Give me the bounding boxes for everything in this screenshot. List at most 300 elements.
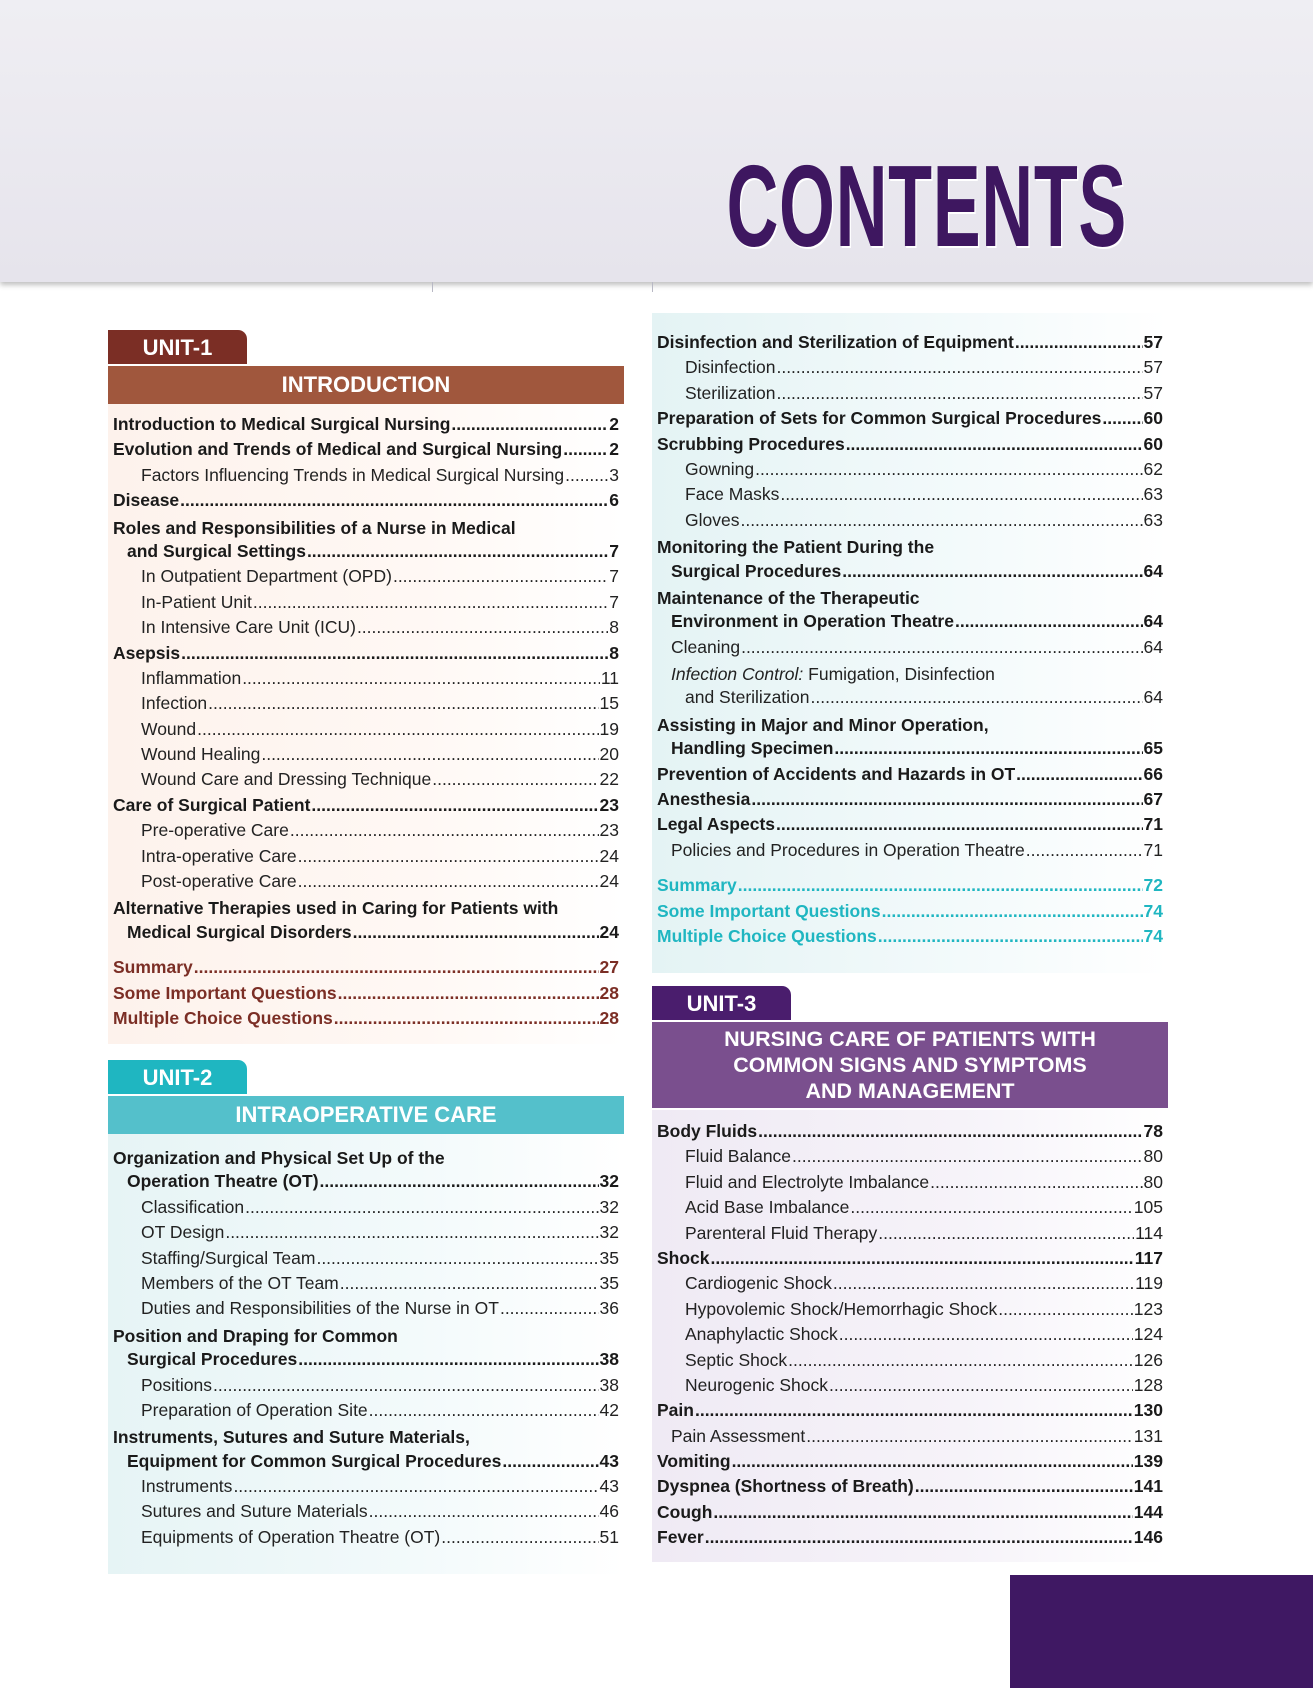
toc-entry: [657, 1248, 1163, 1273]
toc-entry-title: Handling Specimen: [671, 738, 834, 759]
toc-entry-title: Post-operative Care: [141, 871, 297, 892]
dot-leader: [225, 1222, 598, 1243]
toc-entry: [657, 383, 1163, 408]
toc-entry: [657, 357, 1163, 382]
toc-entry: [113, 1375, 619, 1400]
dot-leader: [233, 1476, 598, 1497]
toc-entry-title: Prevention of Accidents and Hazards in OT: [657, 763, 1016, 784]
toc-entry-title: Organization and Physical Set Up of the: [113, 1148, 445, 1168]
toc-entry-page: 64: [1143, 687, 1163, 708]
toc-entry-title: Operation Theatre (OT): [127, 1171, 319, 1192]
toc-entry-page: 71: [1143, 814, 1163, 835]
toc-entry: [657, 535, 1163, 560]
toc-entry-page: 65: [1143, 738, 1163, 759]
toc-entry-page: 66: [1143, 763, 1163, 784]
unit3-title-line: AND MANAGEMENT: [805, 1079, 1015, 1103]
toc-entry-page: 78: [1143, 1121, 1163, 1141]
toc-entry: [657, 408, 1163, 433]
toc-entry-title: Septic Shock: [685, 1349, 788, 1370]
toc-entry-page: 36: [599, 1298, 619, 1319]
unit2-tab: UNIT-2: [108, 1060, 247, 1094]
toc-entry: [657, 1476, 1163, 1501]
toc-entry-title: In-Patient Unit: [141, 591, 252, 612]
toc-entry-page: 119: [1135, 1273, 1163, 1294]
toc-entry-page: 117: [1134, 1247, 1163, 1268]
toc-entry: [113, 1298, 619, 1323]
dot-leader: [839, 1324, 1133, 1345]
dot-leader: [565, 465, 608, 486]
unit3-title-line: NURSING CARE OF PATIENTS WITH: [724, 1027, 1096, 1051]
toc-entry: [113, 414, 619, 439]
toc-entry-page: 23: [599, 820, 619, 841]
toc-entry-title: In Intensive Care Unit (ICU): [141, 617, 356, 638]
toc-entry-title: Preparation of Operation Site: [141, 1399, 368, 1420]
unit3-toc: [657, 1121, 1163, 1553]
dot-leader: [563, 439, 608, 460]
toc-entry-title: Instruments: [141, 1476, 233, 1497]
contents-header: [0, 0, 1313, 282]
dot-leader: [695, 1400, 1133, 1421]
dot-leader: [213, 1375, 599, 1396]
toc-entry-page: 2: [609, 414, 619, 434]
toc-entry-title: Roles and Responsibilities of a Nurse in Medical: [113, 517, 516, 538]
toc-entry: [113, 1476, 619, 1501]
toc-entry: [657, 738, 1163, 763]
toc-entry-page: 64: [1143, 636, 1163, 657]
dot-leader: [732, 1451, 1133, 1472]
toc-entry-page: 74: [1143, 925, 1163, 946]
toc-entry-page: 35: [599, 1272, 619, 1293]
toc-entry: [113, 922, 619, 947]
toc-entry: [113, 871, 619, 896]
toc-entry-page: 22: [599, 769, 619, 790]
toc-entry: [113, 820, 619, 845]
unit1-tab: UNIT-1: [108, 330, 247, 364]
toc-entry-page: 63: [1143, 484, 1163, 505]
toc-entry-page: 32: [599, 1196, 619, 1217]
dot-leader: [834, 738, 1142, 759]
unit2-toc: [113, 1146, 619, 1552]
toc-entry-page: 43: [599, 1476, 619, 1497]
toc-entry-title: Surgical Procedures: [671, 560, 842, 581]
toc-entry-page: 126: [1133, 1349, 1163, 1370]
toc-entry-title: Gowning: [685, 458, 755, 479]
dot-leader: [705, 1527, 1133, 1548]
toc-entry-page: 3: [609, 464, 619, 485]
toc-entry-page: 64: [1143, 611, 1163, 632]
toc-entry-page: 146: [1133, 1527, 1163, 1548]
toc-entry-title: Factors Influencing Trends in Medical Surgical Nursing: [141, 464, 565, 485]
dot-leader: [253, 592, 608, 613]
toc-entry-page: 124: [1133, 1324, 1163, 1345]
toc-entry-title: Summary: [657, 875, 737, 896]
toc-entry-page: 19: [599, 718, 619, 739]
toc-entry: [113, 516, 619, 541]
toc-entry: [657, 561, 1163, 586]
toc-entry-page: 63: [1143, 509, 1163, 530]
toc-entry-title: Sterilization: [685, 382, 776, 403]
unit3-title: [652, 1022, 1168, 1108]
toc-entry-title: Intra-operative Care: [141, 845, 297, 866]
dot-leader: [741, 637, 1142, 658]
toc-entry-page: 64: [1143, 560, 1163, 581]
toc-entry-title: Multiple Choice Questions: [657, 925, 877, 946]
toc-entry-page: 139: [1133, 1451, 1163, 1472]
toc-entry-title: Cleaning: [671, 636, 741, 657]
toc-entry: [657, 1502, 1163, 1527]
toc-entry-page: 7: [609, 566, 619, 587]
toc-entry-title: Neurogenic Shock: [685, 1374, 828, 1395]
toc-entry-title: Summary: [113, 957, 193, 978]
toc-entry: [113, 643, 619, 668]
dot-leader: [197, 719, 598, 740]
toc-entry-title: Body Fluids: [657, 1121, 758, 1141]
toc-entry-title: Hypovolemic Shock/Hemorrhagic Shock: [685, 1298, 998, 1319]
dot-leader: [298, 1349, 598, 1370]
dot-leader: [245, 1197, 598, 1218]
toc-entry-title: Fluid and Electrolyte Imbalance: [685, 1171, 930, 1192]
toc-entry: [657, 332, 1163, 357]
toc-entry: [657, 814, 1163, 839]
dot-leader: [353, 922, 599, 943]
toc-entry-title: Positions: [141, 1374, 213, 1395]
toc-entry: [657, 687, 1163, 712]
toc-entry-page: 57: [1143, 382, 1163, 403]
dot-leader: [298, 846, 599, 867]
dot-leader: [811, 687, 1143, 708]
dot-leader: [792, 1146, 1142, 1167]
toc-entry-page: 7: [609, 540, 619, 561]
toc-entry: [657, 1400, 1163, 1425]
toc-entry: [113, 1273, 619, 1298]
toc-entry: [657, 1223, 1163, 1248]
dot-leader: [755, 459, 1142, 480]
toc-entry-title: Care of Surgical Patient: [113, 794, 311, 815]
toc-entry: [657, 459, 1163, 484]
toc-entry: [113, 592, 619, 617]
toc-entry-page: 57: [1143, 332, 1163, 352]
toc-entry-title: Dyspnea (Shortness of Breath): [657, 1476, 914, 1497]
unit3-title-line: COMMON SIGNS AND SYMPTOMS: [733, 1053, 1087, 1077]
toc-entry-title: Alternative Therapies used in Caring for Patients with: [113, 898, 559, 919]
toc-entry-page: 27: [599, 957, 619, 978]
dot-leader: [242, 668, 600, 689]
toc-entry-page: 80: [1143, 1171, 1163, 1192]
dot-leader: [740, 510, 1142, 531]
toc-entry-page: 24: [599, 871, 619, 892]
toc-entry-page: 28: [599, 1007, 619, 1028]
toc-entry-page: 72: [1143, 875, 1163, 896]
toc-entry: [657, 1426, 1163, 1451]
toc-entry-title: and Sterilization: [685, 687, 810, 708]
toc-entry-page: 62: [1143, 458, 1163, 479]
dot-leader: [998, 1299, 1133, 1320]
toc-entry-page: 35: [599, 1247, 619, 1268]
toc-entry-title: Sutures and Suture Materials: [141, 1501, 368, 1522]
toc-entry: [657, 1273, 1163, 1298]
toc-entry-title: Asepsis: [113, 642, 181, 663]
toc-entry-page: 7: [609, 591, 619, 612]
toc-entry-page: 6: [609, 490, 619, 511]
dot-leader: [930, 1172, 1142, 1193]
toc-extra-entry: [113, 1008, 619, 1033]
dot-leader: [320, 1171, 599, 1192]
toc-entry: [113, 1349, 619, 1374]
toc-entry: [113, 846, 619, 871]
toc-entry-title: Multiple Choice Questions: [113, 1007, 333, 1028]
toc-entry: [113, 896, 619, 921]
dot-leader: [758, 1121, 1142, 1142]
toc-entry: [113, 668, 619, 693]
toc-entry-title: Pain: [657, 1400, 694, 1421]
toc-entry-page: 15: [599, 693, 619, 714]
dot-leader: [441, 1527, 598, 1548]
dot-leader: [316, 1248, 598, 1269]
toc-entry: [113, 1146, 619, 1171]
toc-entry: [657, 1146, 1163, 1171]
toc-entry: [113, 1248, 619, 1273]
toc-entry-page: 74: [1143, 900, 1163, 921]
toc-entry-page: 105: [1133, 1197, 1163, 1218]
toc-entry-title: Duties and Responsibilities of the Nurse in OT: [141, 1298, 499, 1319]
toc-entry-title: Some Important Questions: [113, 982, 337, 1003]
toc-entry-title: Environment in Operation Theatre: [671, 611, 954, 632]
dot-leader: [833, 1273, 1134, 1294]
toc-entry-page: 24: [599, 921, 619, 942]
toc-entry-title: Wound Care and Dressing Technique: [141, 769, 432, 790]
toc-entry: [113, 617, 619, 642]
dot-leader: [393, 566, 608, 587]
toc-entry-page: 43: [599, 1450, 619, 1471]
toc-entry: [657, 586, 1163, 611]
toc-entry-title: Disease: [113, 490, 180, 511]
dot-leader: [451, 414, 608, 435]
toc-entry: [113, 1197, 619, 1222]
unit1-title: INTRODUCTION: [108, 366, 624, 404]
toc-entry-title: Disinfection and Sterilization of Equipment: [657, 332, 1014, 352]
toc-entry: [657, 611, 1163, 636]
toc-entry: [657, 484, 1163, 509]
toc-entry-title: Anaphylactic Shock: [685, 1324, 838, 1345]
dot-leader: [751, 789, 1142, 810]
toc-entry: [113, 439, 619, 464]
dot-leader: [850, 1197, 1132, 1218]
page-title: CONTENTS: [726, 141, 1127, 271]
toc-entry-title: Equipment for Common Surgical Procedures: [127, 1450, 502, 1471]
dot-leader: [194, 957, 599, 978]
toc-entry: [113, 1527, 619, 1552]
dot-leader: [1026, 840, 1143, 861]
toc-entry: [113, 490, 619, 515]
toc-entry: [113, 769, 619, 794]
dot-leader: [357, 617, 608, 638]
dot-leader: [432, 769, 598, 790]
toc-entry-page: 46: [599, 1501, 619, 1522]
dot-leader: [369, 1400, 599, 1421]
toc-entry-title: Gloves: [685, 509, 740, 530]
toc-entry: [113, 1451, 619, 1476]
dot-leader: [842, 561, 1142, 582]
column-tick: [652, 282, 653, 292]
toc-entry: [113, 541, 619, 566]
toc-entry-title: Acid Base Imbalance: [685, 1197, 850, 1218]
dot-leader: [776, 357, 1142, 378]
corner-decoration: [1010, 1575, 1313, 1688]
toc-entry-title: Policies and Procedures in Operation Theatre: [671, 839, 1025, 860]
toc-entry-title: Inflammation: [141, 667, 242, 688]
toc-entry: [657, 662, 1163, 687]
toc-entry: [657, 1350, 1163, 1375]
toc-extra-entry: [657, 875, 1163, 900]
toc-entry-title: OT Design: [141, 1222, 225, 1243]
toc-entry-title: Fluid Balance: [685, 1146, 792, 1167]
toc-extra-entry: [657, 926, 1163, 951]
unit3-tab: UNIT-3: [652, 986, 791, 1020]
dot-leader: [846, 434, 1143, 455]
toc-entry: [113, 693, 619, 718]
spacer: [113, 947, 619, 957]
toc-entry: [657, 1299, 1163, 1324]
toc-entry: [657, 713, 1163, 738]
toc-entry-title: Pre-operative Care: [141, 820, 289, 841]
dot-leader: [806, 1426, 1133, 1447]
toc-extra-entry: [113, 983, 619, 1008]
toc-entry-page: 60: [1143, 408, 1163, 429]
toc-entry-page: 23: [599, 794, 619, 815]
toc-entry: [113, 719, 619, 744]
dot-leader: [780, 484, 1142, 505]
toc-entry-page: 80: [1143, 1146, 1163, 1167]
toc-entry-title: Parenteral Fluid Therapy: [685, 1222, 878, 1243]
toc-entry-page: 144: [1133, 1501, 1163, 1522]
toc-entry-page: 38: [599, 1374, 619, 1395]
toc-entry-page: 57: [1143, 357, 1163, 378]
dot-leader: [502, 1451, 598, 1472]
toc-entry: [113, 1324, 619, 1349]
unit2-title: INTRAOPERATIVE CARE: [108, 1096, 624, 1134]
toc-extra-entry: [113, 957, 619, 982]
toc-entry-title: In Outpatient Department (OPD): [141, 566, 392, 587]
toc-entry-page: 114: [1135, 1222, 1163, 1243]
toc-entry-page: 131: [1133, 1425, 1163, 1446]
toc-entry: [113, 744, 619, 769]
dot-leader: [711, 1248, 1134, 1269]
toc-entry-title: Legal Aspects: [657, 814, 776, 835]
toc-entry: [113, 1501, 619, 1526]
toc-entry-page: 60: [1143, 433, 1163, 454]
dot-leader: [788, 1350, 1133, 1371]
dot-leader: [955, 611, 1143, 632]
toc-entry: [113, 795, 619, 820]
toc-entry: [657, 840, 1163, 865]
toc-entry: [657, 1375, 1163, 1400]
dot-leader: [208, 693, 598, 714]
toc-entry-title: Cough: [657, 1501, 713, 1522]
toc-entry: [657, 1121, 1163, 1146]
dot-leader: [738, 875, 1143, 896]
toc-entry-title: Infection: [141, 693, 208, 714]
dot-leader: [290, 820, 599, 841]
toc-entry: [657, 1172, 1163, 1197]
toc-entry-title: Vomiting: [657, 1451, 731, 1472]
dot-leader: [915, 1476, 1133, 1497]
toc-entry-page: 24: [599, 845, 619, 866]
toc-entry-title: Shock: [657, 1247, 710, 1268]
toc-entry-page: 42: [599, 1399, 619, 1420]
dot-leader: [776, 814, 1143, 835]
dot-leader: [307, 541, 608, 562]
dot-leader: [338, 983, 599, 1004]
toc-entry-title: Surgical Procedures: [127, 1349, 298, 1370]
toc-entry: [657, 1451, 1163, 1476]
dot-leader: [1016, 764, 1142, 785]
toc-entry-title: Fumigation, Disinfection: [803, 664, 995, 685]
toc-entry: [657, 764, 1163, 789]
toc-extra-entry: [657, 901, 1163, 926]
toc-entry: [657, 1324, 1163, 1349]
dot-leader: [180, 490, 608, 511]
toc-entry-title: and Surgical Settings: [127, 540, 306, 561]
toc-entry-title: Assisting in Major and Minor Operation,: [657, 714, 989, 735]
dot-leader: [340, 1273, 599, 1294]
dot-leader: [878, 1223, 1134, 1244]
toc-entry-page: 32: [599, 1222, 619, 1243]
toc-entry-page: 130: [1133, 1400, 1163, 1421]
toc-entry-page: 141: [1133, 1476, 1163, 1497]
dot-leader: [713, 1502, 1132, 1523]
toc-entry-title: Medical Surgical Disorders: [127, 921, 352, 942]
toc-entry-page: 38: [599, 1349, 619, 1370]
toc-entry: [657, 510, 1163, 535]
toc-entry-title: Scrubbing Procedures: [657, 433, 845, 454]
toc-entry-title: Wound: [141, 718, 197, 739]
dot-leader: [298, 871, 599, 892]
toc-entry-page: 123: [1133, 1298, 1163, 1319]
toc-entry-title: Staffing/Surgical Team: [141, 1247, 316, 1268]
dot-leader: [878, 926, 1143, 947]
toc-entry-title: Instruments, Sutures and Suture Materials,: [113, 1427, 470, 1448]
toc-entry-page: 71: [1143, 839, 1163, 860]
toc-entry-page: 11: [600, 667, 619, 688]
toc-entry-title: Fever: [657, 1527, 704, 1548]
toc-entry: [113, 1400, 619, 1425]
toc-entry-title: Position and Draping for Common: [113, 1325, 398, 1346]
toc-entry-page: 28: [599, 982, 619, 1003]
toc-entry-page: 128: [1133, 1374, 1163, 1395]
dot-leader: [829, 1375, 1133, 1396]
dot-leader: [1102, 408, 1142, 429]
dot-leader: [1015, 332, 1143, 353]
toc-entry-page: 2: [609, 439, 619, 460]
toc-entry-title: Equipments of Operation Theatre (OT): [141, 1526, 441, 1547]
toc-entry: [113, 566, 619, 591]
toc-entry-title: Wound Healing: [141, 744, 261, 765]
toc-entry: [657, 434, 1163, 459]
toc-entry-title: Classification: [141, 1196, 245, 1217]
toc-entry-title: Evolution and Trends of Medical and Surgical Nursing: [113, 439, 563, 460]
toc-entry-page: 67: [1143, 789, 1163, 810]
toc-entry-page: 51: [599, 1526, 619, 1547]
dot-leader: [500, 1298, 599, 1319]
toc-entry-italic: Infection Control:: [671, 664, 804, 685]
toc-entry: [657, 637, 1163, 662]
toc-entry-title: Pain Assessment: [671, 1425, 806, 1446]
toc-entry-title: Anesthesia: [657, 789, 751, 810]
unit1-toc: [113, 414, 619, 1033]
toc-entry-page: 8: [609, 642, 619, 663]
spacer: [657, 865, 1163, 875]
toc-entry-title: Monitoring the Patient During the: [657, 537, 935, 558]
